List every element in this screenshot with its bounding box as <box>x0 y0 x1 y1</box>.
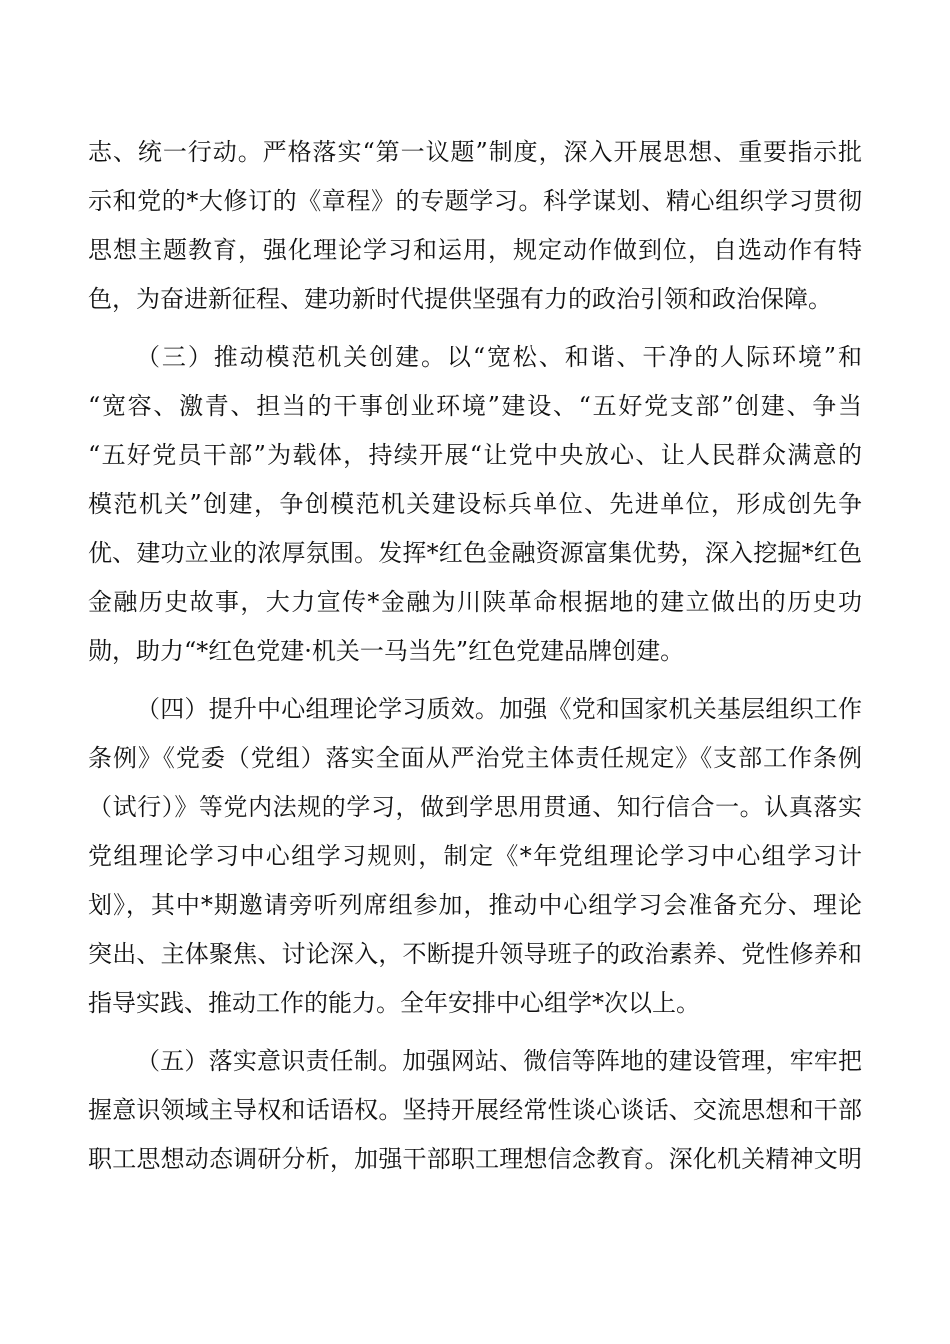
text-line: （试行）》等党内法规的学习，做到学思用贯通、知行信合一。认真落实 <box>88 793 862 821</box>
text-line: 优、建功立业的浓厚氛围。发挥*红色金融资源富集优势，深入挖掘*红色 <box>88 539 862 567</box>
section-heading-line: （四）提升中心组理论学习质效。加强《党和国家机关基层组织工作 <box>136 695 862 723</box>
text-line: 色，为奋进新征程、建功新时代提供坚强有力的政治引领和政治保障。 <box>88 285 832 313</box>
text-line: 握意识领域主导权和话语权。坚持开展经常性谈心谈话、交流思想和干部 <box>88 1096 862 1124</box>
text-line: 示和党的*大修订的《章程》的专题学习。科学谋划、精心组织学习贯彻 <box>88 187 862 215</box>
text-line: “宽容、激青、担当的干事创业环境”建设、“五好党支部”创建、争当 <box>88 392 862 420</box>
section-heading-line: （三）推动模范机关创建。以“宽松、和谐、干净的人际环境”和 <box>136 343 862 371</box>
text-line: 思想主题教育，强化理论学习和运用，规定动作做到位，自选动作有特 <box>88 236 862 264</box>
text-line: 模范机关”创建，争创模范机关建设标兵单位、先进单位，形成创先争 <box>88 490 862 518</box>
text-line: 党组理论学习中心组学习规则，制定《*年党组理论学习中心组学习计 <box>88 842 862 870</box>
text-line: 突出、主体聚焦、讨论深入，不断提升领导班子的政治素养、党性修养和 <box>88 940 862 968</box>
text-line: 志、统一行动。严格落实“第一议题”制度，深入开展思想、重要指示批 <box>88 138 862 166</box>
text-line: 条例》《党委（党组）落实全面从严治党主体责任规定》《支部工作条例 <box>88 744 862 772</box>
text-line: 指导实践、推动工作的能力。全年安排中心组学*次以上。 <box>88 989 700 1017</box>
text-line: “五好党员干部”为载体，持续开展“让党中央放心、让人民群众满意的 <box>88 441 862 469</box>
text-line: 勋，助力“*红色党建·机关一马当先”红色党建品牌创建。 <box>88 637 685 665</box>
text-line: 金融历史故事，大力宣传*金融为川陕革命根据地的建立做出的历史功 <box>88 588 862 616</box>
text-line: 划》，其中*期邀请旁听列席组参加，推动中心组学习会准备充分、理论 <box>88 891 862 919</box>
text-line: 职工思想动态调研分析，加强干部职工理想信念教育。深化机关精神文明 <box>88 1145 862 1173</box>
section-heading-line: （五）落实意识责任制。加强网站、微信等阵地的建设管理，牢牢把 <box>136 1047 862 1075</box>
